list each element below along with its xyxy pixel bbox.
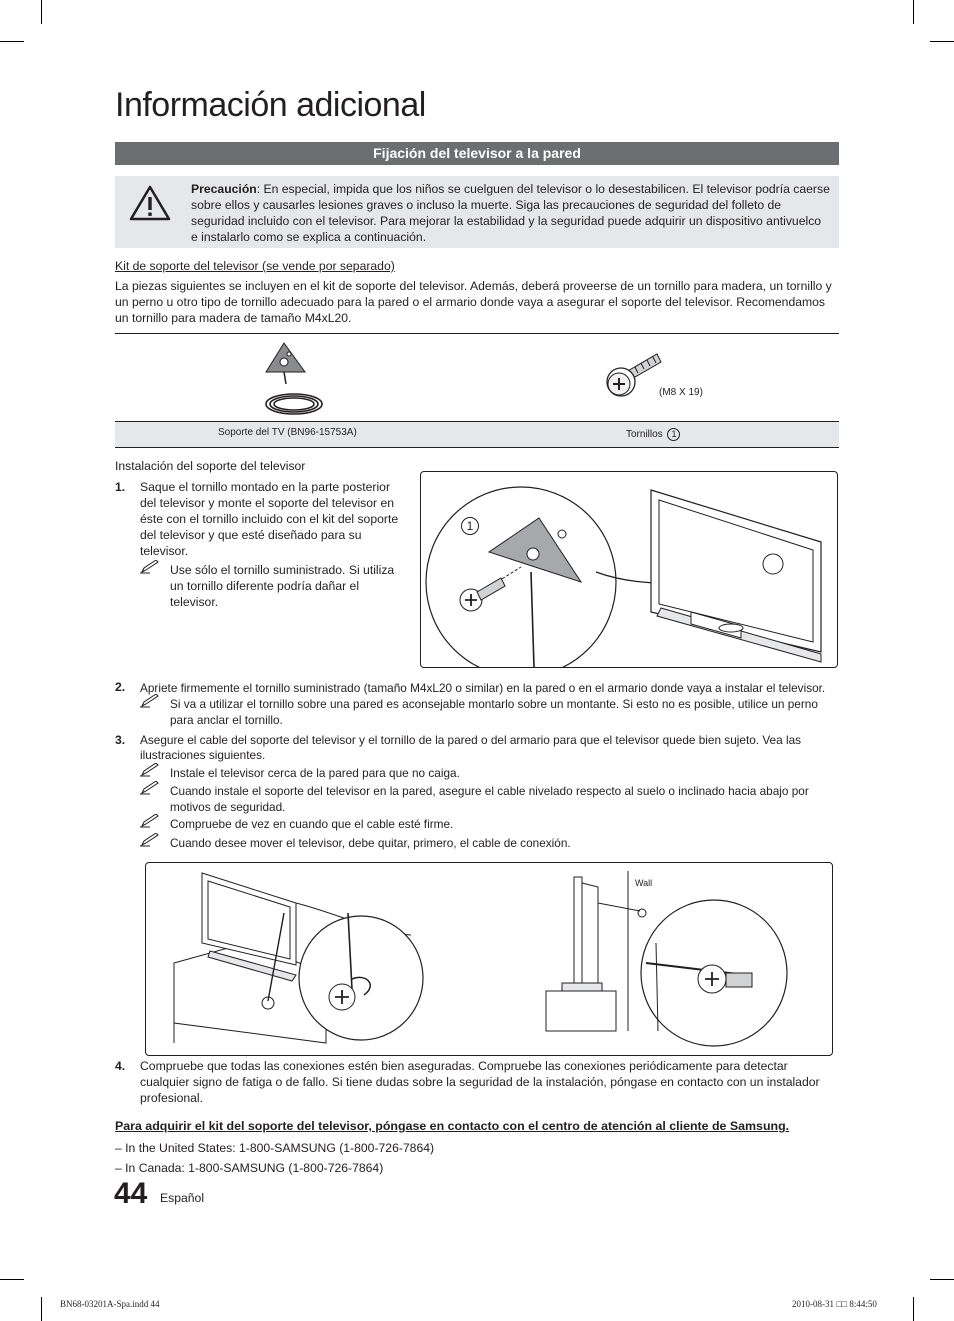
crop-mark [0, 41, 24, 42]
step-4-text: Compruebe que todas las conexiones estén bien aseguradas. Compruebe las conexiones periódicamente para detectar cualquier signo de fatiga o de fallo. Si tiene dudas sobre la seguridad de la instalación, póngase en contacto con un instalador profesional. [140, 1059, 820, 1105]
step-2-number: 2. [115, 680, 126, 694]
cable-securing-diagram [145, 862, 833, 1056]
step-3-note-3: Compruebe de vez en cuando que el cable esté firme. [170, 817, 454, 831]
page-number: 44 [114, 1177, 148, 1210]
file-slug: BN68-03201A-Spa.indd 44 [60, 1299, 160, 1309]
kit-heading: Kit de soporte del televisor (se vende por separado) [115, 259, 395, 273]
crop-mark [913, 0, 914, 24]
contact-us: – In the United States: 1-800-SAMSUNG (1-800-726-7864) [115, 1141, 435, 1155]
step-3-text: Asegure el cable del soporte del televisor y el tornillo de la pared o del armario para que el televisor quede bien sujeto. Vea las ilustraciones siguientes. [140, 733, 802, 762]
diagram-marker: 1 [461, 517, 479, 535]
screw-caption: Tornillos 1 [626, 428, 680, 441]
step-3-note-1: Instale el televisor cerca de la pared para que no caiga. [170, 766, 460, 780]
kit-intro: La piezas siguientes se incluyen en el kit de soporte del televisor. Además, deberá proveerse de un tornillo para madera, un tornillo y un perno u otro tipo de tornillo adecuado para la pared o el armario donde vaya a asegurar el soporte del televisor. Recomendamos un tornillo para madera de tamaño M4xL20. [115, 279, 832, 325]
page-title: Información adicional [115, 86, 426, 124]
page-language: Español [160, 1191, 205, 1205]
step-3-note-4: Cuando desee mover el televisor, debe quitar, primero, el cable de conexión. [170, 836, 571, 850]
crop-mark [930, 1279, 954, 1280]
screw-size-label: (M8 X 19) [659, 387, 703, 398]
contact-canada: – In Canada: 1-800-SAMSUNG (1-800-726-7864) [115, 1161, 384, 1175]
tv-holder-caption: Soporte del TV (BN96-15753A) [218, 427, 357, 438]
wall-label: Wall [635, 878, 653, 888]
screw-marker: 1 [667, 428, 680, 441]
note-icon [140, 814, 160, 833]
caution-label: Precaución [191, 182, 257, 196]
step-1-number: 1. [115, 480, 126, 494]
holder-mounting-diagram [420, 471, 838, 668]
tv-holder-image [262, 340, 324, 421]
crop-mark [913, 1297, 914, 1321]
step-1-text: Saque el tornillo montado en la parte posterior del televisor y monte el soporte del televisor en éste con el tornillo incluido con el kit del soporte del televisor y que esté diseñado para su televisor. [140, 480, 399, 558]
step-3-note-2: Cuando instale el soporte del televisor en la pared, asegure el cable nivelado respecto al suelo o inclinado hacia abajo por motivos de seguridad. [170, 784, 809, 814]
step-2-note: Si va a utilizar el tornillo sobre una pared es aconsejable montarlo sobre un montante. Si esto no es posible, utilice un perno para anclar el tornillo. [170, 697, 818, 727]
note-icon [140, 833, 160, 852]
kit-caption-row [115, 421, 839, 447]
note-icon [140, 560, 160, 579]
step-3-number: 3. [115, 733, 126, 747]
crop-mark [930, 41, 954, 42]
caution-body: : En especial, impida que los niños se cuelguen del televisor o lo desestabilicen. El televisor podría caerse sobre ellos y causarles lesiones graves o incluso la muerte. Siga las precauciones de seguridad del folleto de seguridad incluido con el televisor. Para mejorar la estabilidad y la seguridad puede adquirir un dispositivo antivuelco e instalarlo como se explica a continuación. [191, 182, 830, 244]
section-header: Fijación del televisor a la pared [115, 142, 839, 165]
step-2-text: Apriete firmemente el tornillo suministrado (tamaño M4xL20 o similar) en la pared o en el armario donde vaya a instalar el televisor. [140, 681, 826, 695]
note-icon [140, 781, 160, 800]
caution-text [191, 181, 831, 245]
contact-heading: Para adquirir el kit del soporte del televisor, póngase en contacto con el centro de atención al cliente de Samsung. [115, 1119, 790, 1133]
install-heading: Instalación del soporte del televisor [115, 459, 306, 473]
crop-mark [41, 1297, 42, 1321]
screw-image [599, 346, 665, 407]
step-4-number: 4. [115, 1059, 126, 1073]
warning-icon [129, 185, 171, 226]
step-1-note: Use sólo el tornillo suministrado. Si utiliza un tornillo diferente podría dañar el televisor. [170, 563, 395, 609]
note-icon [140, 694, 160, 713]
caution-box [115, 176, 839, 248]
date-slug: 2010-08-31 □□ 8:44:50 [792, 1299, 877, 1309]
kit-parts-table [115, 333, 839, 448]
crop-mark [0, 1279, 24, 1280]
note-icon [140, 763, 160, 782]
crop-mark [41, 0, 42, 24]
